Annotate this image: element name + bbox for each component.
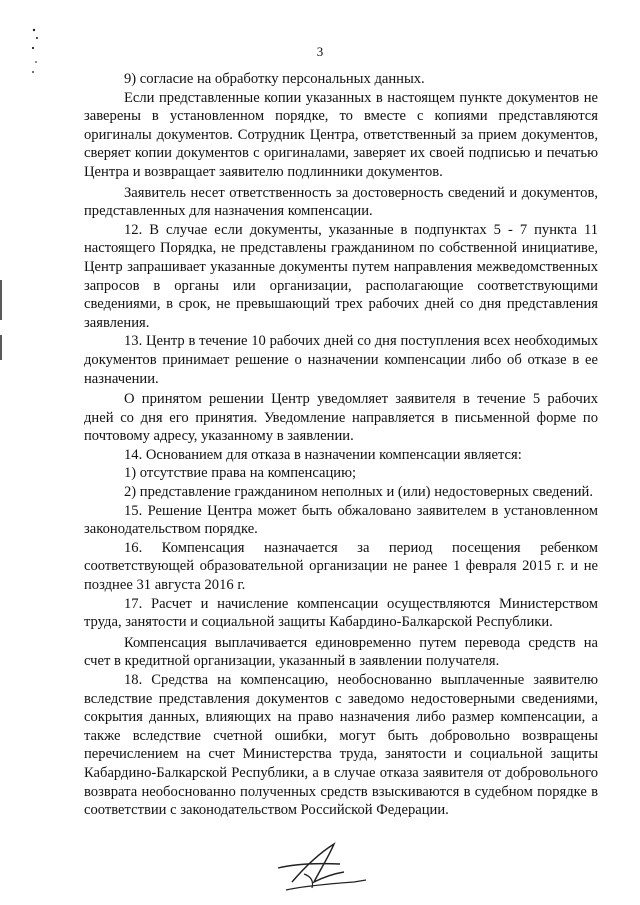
scan-margin-marks — [0, 0, 40, 905]
paragraph-payment: Компенсация выплачивается единовременно путем перевода средств на счет в кредитной организации, указанный в заявлении получателя. — [84, 634, 598, 670]
paragraph-18: 18. Средства на компенсацию, необоснованно выплаченные заявителю вследствие представления документов с заведомо недостоверными сведениями, сокрытия данных, влияющих на право назначения либо размер компенсации, а также вследствие счетной ошибки, могут быть добровольно возвращены перечислением на счет Министерства труда, занятости и социальной защиты Кабардино-Балкарской Республики, а в случае отказа заявителя от добровольного возврата необоснованно полученных средств взыскиваются в судебном порядке в соответствии с законодательством Российской Федерации. — [84, 672, 598, 819]
paragraph-item-9: 9) согласие на обработку персональных данных. — [124, 71, 425, 87]
paragraph-17: 17. Расчет и начисление компенсации осуществляются Министерством труда, занятости и социальной защиты Кабардино-Балкарской Республики. — [84, 595, 598, 631]
handwritten-signature — [274, 838, 370, 896]
paragraph-14-item-2: 2) представление гражданином неполных и (или) недостоверных сведений. — [124, 484, 594, 501]
document-body — [84, 70, 598, 820]
paragraph-16: 16. Компенсация назначается за период посещения ребенком соответствующей образовательной организации не ранее 1 февраля 2015 г. и не позднее 31 августа 2016 г. — [84, 539, 598, 594]
paragraph-14: 14. Основанием для отказа в назначении компенсации является: — [124, 446, 522, 463]
paragraph-copies-verification: Если представленные копии указанных в настоящем пункте документов не заверены в установленном порядке, то вместе с копиями представляются оригиналы документов. Сотрудник Центра, ответственный за прием документов, сверяет копии документов с оригиналами, заверяет их своей подписью и печатью Центра и возвращает заявителю подлинники документов. — [84, 89, 598, 180]
paragraph-15: 15. Решение Центра может быть обжаловано заявителем в установленном законодательством порядке. — [84, 502, 598, 538]
paragraph-applicant-responsibility: Заявитель несет ответственность за достоверность сведений и документов, представленных для назначения компенсации. — [84, 184, 598, 220]
paragraph-14-item-1: 1) отсутствие права на компенсацию; — [124, 465, 357, 482]
page-number: 3 — [316, 44, 324, 59]
paragraph-12: 12. В случае если документы, указанные в подпунктах 5 - 7 пункта 11 настоящего Порядка, не представлены гражданином по собственной инициативе, Центр запрашивает указанные документы путем направления межведомственных запросов в органы или организации, располагающие соответствующими сведениями, в срок, не превышающий трех рабочих дней со дня представления заявления. — [84, 221, 598, 331]
paragraph-13: 13. Центр в течение 10 рабочих дней со дня поступления всех необходимых документов принимает решение о назначении компенсации либо об отказе в ее назначении. — [84, 333, 598, 387]
paragraph-decision-notice: О принятом решении Центр уведомляет заявителя в течение 5 рабочих дней со дня его принятия. Уведомление направляется в письменной форме по почтовому адресу, указанному в заявлении. — [84, 391, 598, 445]
